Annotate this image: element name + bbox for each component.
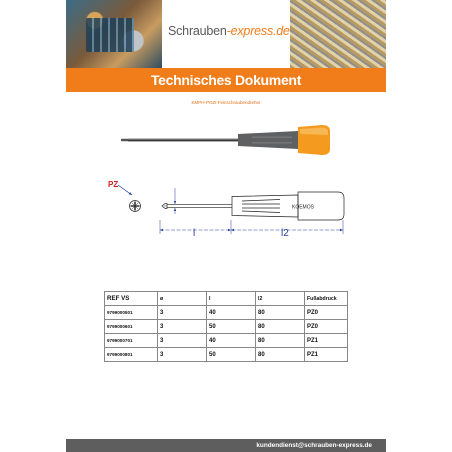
table-row <box>105 306 348 320</box>
cell-footprint: PZ0 <box>305 320 348 334</box>
header-l: l <box>207 292 256 306</box>
cell-ref: 9799000801 <box>105 348 158 362</box>
table-row <box>105 348 348 362</box>
brand-logo[interactable] <box>168 24 290 38</box>
header-diameter: ø <box>158 292 207 306</box>
header-footprint: Fußabdruck <box>305 292 348 306</box>
cell-diameter: 3 <box>158 320 207 334</box>
cell-diameter: 3 <box>158 306 207 320</box>
cell-footprint: PZ0 <box>305 306 348 320</box>
length-l-label: l <box>193 228 196 239</box>
cell-l2: 80 <box>256 348 305 362</box>
workshop-photo <box>66 0 162 68</box>
cell-footprint: PZ1 <box>305 348 348 362</box>
cell-l2: 80 <box>256 334 305 348</box>
footer-email-link[interactable]: kundendienst@schrauben-express.de <box>256 442 372 449</box>
header-l2: l2 <box>256 292 305 306</box>
cell-diameter: 3 <box>158 348 207 362</box>
header <box>66 0 386 68</box>
header-ref: REF VS <box>105 292 158 306</box>
cell-ref: 9799000701 <box>105 334 158 348</box>
document-page <box>66 0 386 452</box>
cell-l: 40 <box>207 334 256 348</box>
handle-brand-label: KOEMOS <box>292 204 314 211</box>
screwdriver-technical-drawing <box>162 192 344 220</box>
table-header-row <box>105 292 348 306</box>
table-row <box>105 320 348 334</box>
specs-table <box>104 291 348 362</box>
logo-text-part2: -express.de <box>226 24 290 38</box>
cell-l: 50 <box>207 320 256 334</box>
length-l2-label: l2 <box>281 228 289 239</box>
logo-area <box>162 0 290 68</box>
product-drawing <box>66 110 386 240</box>
pz-tip-icon <box>130 201 141 212</box>
footer <box>66 439 386 452</box>
cell-diameter: 3 <box>158 334 207 348</box>
product-subtitle: KMPH-POZI Feinschraubendreher <box>191 100 261 105</box>
cell-l: 40 <box>207 306 256 320</box>
cell-l2: 80 <box>256 306 305 320</box>
table-row <box>105 334 348 348</box>
document-title: Technisches Dokument <box>150 72 302 88</box>
screws-photo <box>290 0 386 68</box>
tip-diameter-marker <box>174 188 176 214</box>
cell-l: 50 <box>207 348 256 362</box>
cell-l2: 80 <box>256 320 305 334</box>
cell-ref: 9799000601 <box>105 320 158 334</box>
cell-ref: 9799000501 <box>105 306 158 320</box>
logo-text-part1: Schrauben <box>168 24 227 38</box>
dimension-lines <box>160 220 343 234</box>
screwdriver-photo <box>122 125 330 155</box>
pz-label: PZ <box>108 180 119 189</box>
cell-footprint: PZ1 <box>305 334 348 348</box>
